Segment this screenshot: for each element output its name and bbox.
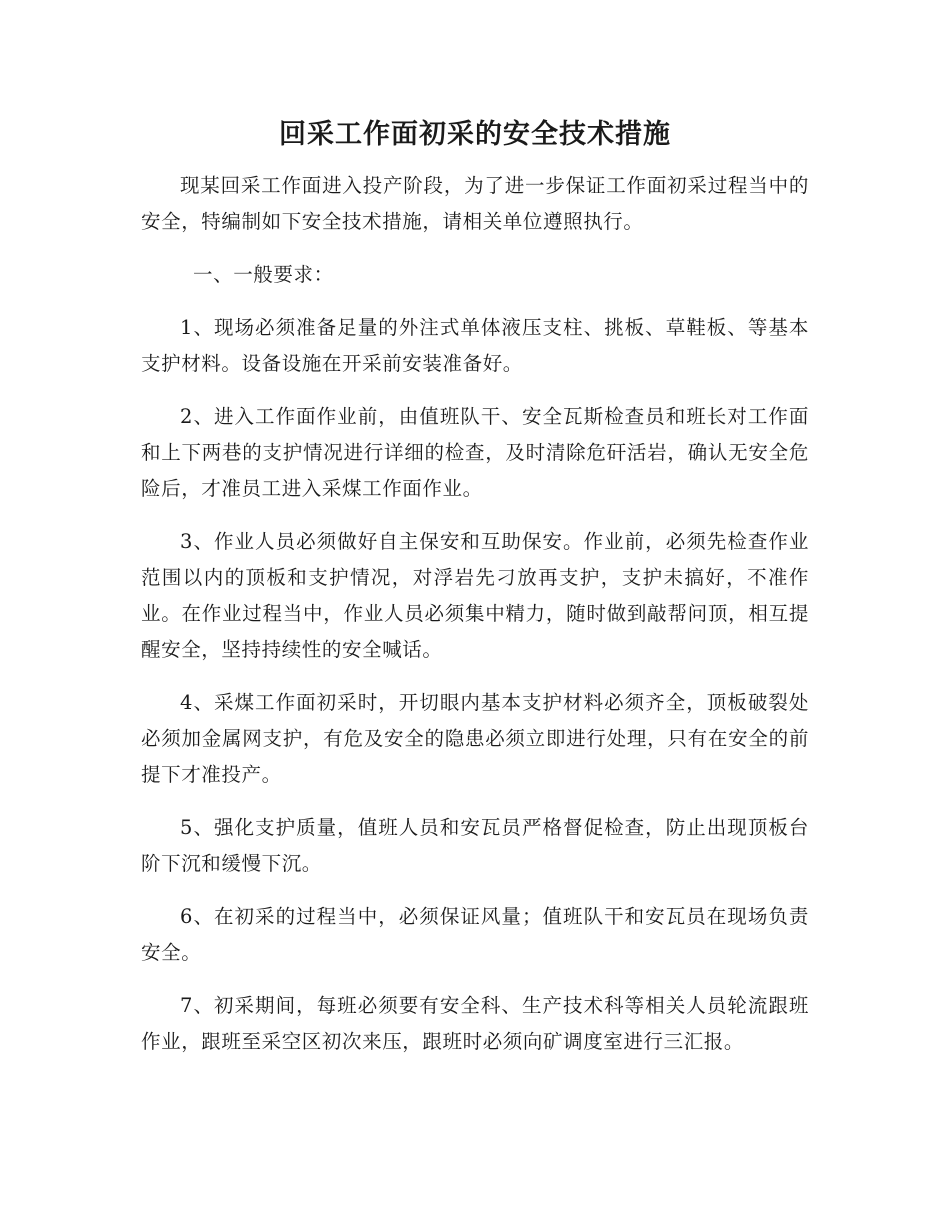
requirement-item-2: 2、进入工作面作业前，由值班队干、安全瓦斯检查员和班长对工作面和上下两巷的支护情况进行详细的检查，及时清除危矸活岩，确认无安全危险后，才准员工进入采煤工作面作业。 bbox=[141, 405, 809, 500]
requirement-item-3: 3、作业人员必须做好自主保安和互助保安。作业前，必须先检查作业范围以内的顶板和支护情况，对浮岩先刁放再支护，支护未搞好，不准作业。在作业过程当中，作业人员必须集中精力，随时做到敲帮问顶，相互提醒安全，坚持持续性的安全喊话。 bbox=[141, 530, 809, 661]
requirement-item-6: 6、在初采的过程当中，必须保证风量；值班队干和安瓦员在现场负责安全。 bbox=[141, 905, 809, 964]
intro-paragraph: 现某回采工作面进入投产阶段，为了进一步保证工作面初采过程当中的安全，特编制如下安全技术措施，请相关单位遵照执行。 bbox=[141, 174, 809, 233]
requirement-item-1: 1、现场必须准备足量的外注式单体液压支柱、挑板、草鞋板、等基本支护材料。设备设施在开采前安装准备好。 bbox=[141, 316, 809, 375]
document-title: 回采工作面初采的安全技术措施 bbox=[279, 119, 671, 150]
requirement-item-4: 4、采煤工作面初采时，开切眼内基本支护材料必须齐全，顶板破裂处必须加金属网支护，有危及安全的隐患必须立即进行处理，只有在安全的前提下才准投产。 bbox=[141, 691, 809, 786]
requirement-item-5: 5、强化支护质量，值班人员和安瓦员严格督促检查，防止出现顶板台阶下沉和缓慢下沉。 bbox=[141, 816, 809, 875]
requirement-item-7: 7、初采期间，每班必须要有安全科、生产技术科等相关人员轮流跟班作业，跟班至采空区初次来压，跟班时必须向矿调度室进行三汇报。 bbox=[141, 994, 809, 1053]
document-body bbox=[141, 168, 809, 1077]
section-heading: 一、一般要求： bbox=[193, 263, 334, 286]
